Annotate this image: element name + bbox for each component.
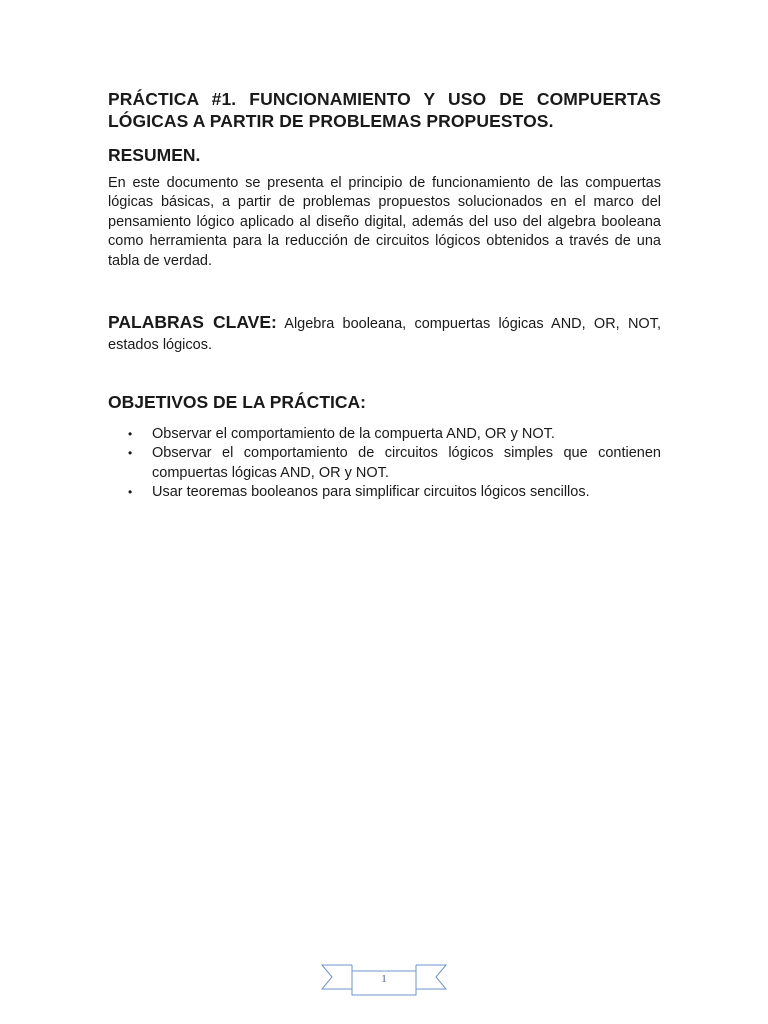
- page-number: 1: [381, 973, 387, 985]
- document-page: [108, 88, 661, 503]
- page-number-banner: [320, 959, 448, 999]
- resumen-paragraph: En este documento se presenta el principio de funcionamiento de las compuertas lógicas básicas, a partir de problemas propuestos solucionados en el marco del pensamiento lógico aplicado al diseño digital, además del uso del algebra booleana como herramienta para la reducción de circuitos lógicos obtenidos a través de una tabla de verdad.: [108, 175, 661, 269]
- objectives-heading: OBJETIVOS DE LA PRÁCTICA:: [108, 392, 366, 413]
- bullet-icon: •: [128, 446, 133, 461]
- keywords-text: Algebra booleana, compuertas lógicas AND, OR, NOT, estados lógicos.: [108, 316, 661, 354]
- bullet-icon: •: [128, 427, 133, 442]
- keywords-paragraph: [108, 312, 661, 356]
- document-title: PRÁCTICA #1. FUNCIONAMIENTO Y USO DE COMPUERTAS LÓGICAS A PARTIR DE PROBLEMAS PROPUESTOS.: [108, 89, 661, 131]
- objective-text: Usar teoremas booleanos para simplificar circuitos lógicos sencillos.: [152, 484, 590, 501]
- objective-text: Observar el comportamiento de circuitos lógicos simples que contienen compuertas lógicas AND, OR y NOT.: [152, 445, 661, 481]
- objective-item: [128, 483, 661, 502]
- objective-text: Observar el comportamiento de la compuerta AND, OR y NOT.: [152, 426, 555, 443]
- objective-item: [128, 444, 661, 483]
- objectives-list: [108, 425, 661, 503]
- keywords-label: PALABRAS CLAVE:: [108, 312, 277, 333]
- objective-item: [128, 425, 661, 444]
- bullet-icon: •: [128, 485, 133, 500]
- resumen-heading: RESUMEN.: [108, 145, 201, 165]
